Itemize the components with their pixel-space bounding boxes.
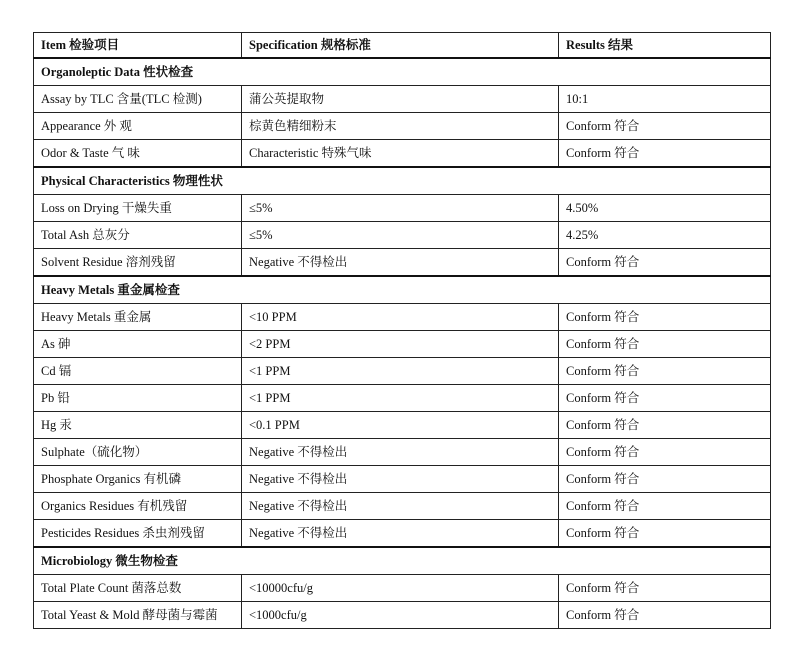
table-row <box>34 222 771 249</box>
item-cell: Hg 汞 <box>34 412 242 439</box>
section-row <box>34 276 771 304</box>
result-cell: Conform 符合 <box>559 304 771 331</box>
item-cell: Organics Residues 有机残留 <box>34 493 242 520</box>
item-cell: Heavy Metals 重金属 <box>34 304 242 331</box>
table-row <box>34 113 771 140</box>
spec-cell: Negative 不得检出 <box>242 249 559 277</box>
section-title: Microbiology 微生物检查 <box>34 547 771 575</box>
result-cell: Conform 符合 <box>559 412 771 439</box>
table-row <box>34 439 771 466</box>
spec-cell: Negative 不得检出 <box>242 439 559 466</box>
item-cell: Odor & Taste 气 味 <box>34 140 242 168</box>
result-cell: Conform 符合 <box>559 249 771 277</box>
header-item: Item 检验项目 <box>34 33 242 59</box>
spec-cell: Negative 不得检出 <box>242 520 559 548</box>
result-cell: Conform 符合 <box>559 575 771 602</box>
specification-table <box>33 32 771 629</box>
item-cell: Solvent Residue 溶剂残留 <box>34 249 242 277</box>
item-cell: Total Ash 总灰分 <box>34 222 242 249</box>
spec-cell: 蒲公英提取物 <box>242 86 559 113</box>
spec-cell: <1000cfu/g <box>242 602 559 629</box>
table-row <box>34 493 771 520</box>
spec-cell: <10 PPM <box>242 304 559 331</box>
result-cell: Conform 符合 <box>559 493 771 520</box>
section-title: Organoleptic Data 性状检查 <box>34 58 771 86</box>
table-row <box>34 249 771 277</box>
table-row <box>34 358 771 385</box>
section-title: Heavy Metals 重金属检查 <box>34 276 771 304</box>
result-cell: Conform 符合 <box>559 602 771 629</box>
table-row <box>34 412 771 439</box>
spec-cell: <10000cfu/g <box>242 575 559 602</box>
result-cell: Conform 符合 <box>559 466 771 493</box>
section-row <box>34 58 771 86</box>
result-cell: 10:1 <box>559 86 771 113</box>
item-cell: Assay by TLC 含量(TLC 检测) <box>34 86 242 113</box>
spec-cell: Negative 不得检出 <box>242 466 559 493</box>
result-cell: Conform 符合 <box>559 520 771 548</box>
item-cell: Sulphate（硫化物） <box>34 439 242 466</box>
table-row <box>34 140 771 168</box>
section-row <box>34 547 771 575</box>
table-row <box>34 331 771 358</box>
item-cell: Loss on Drying 干燥失重 <box>34 195 242 222</box>
section-row <box>34 167 771 195</box>
table-row <box>34 602 771 629</box>
table-header-row <box>34 33 771 59</box>
header-results: Results 结果 <box>559 33 771 59</box>
item-cell: Total Plate Count 菌落总数 <box>34 575 242 602</box>
result-cell: Conform 符合 <box>559 331 771 358</box>
item-cell: Pesticides Residues 杀虫剂残留 <box>34 520 242 548</box>
spec-cell: <2 PPM <box>242 331 559 358</box>
header-specification: Specification 规格标准 <box>242 33 559 59</box>
table-row <box>34 86 771 113</box>
result-cell: Conform 符合 <box>559 385 771 412</box>
item-cell: As 砷 <box>34 331 242 358</box>
table-row <box>34 304 771 331</box>
table-row <box>34 575 771 602</box>
result-cell: 4.25% <box>559 222 771 249</box>
table-row <box>34 195 771 222</box>
item-cell: Appearance 外 观 <box>34 113 242 140</box>
result-cell: Conform 符合 <box>559 113 771 140</box>
spec-cell: ≤5% <box>242 222 559 249</box>
result-cell: Conform 符合 <box>559 140 771 168</box>
section-title: Physical Characteristics 物理性状 <box>34 167 771 195</box>
item-cell: Pb 铅 <box>34 385 242 412</box>
spec-cell: <1 PPM <box>242 358 559 385</box>
result-cell: 4.50% <box>559 195 771 222</box>
spec-cell: <0.1 PPM <box>242 412 559 439</box>
result-cell: Conform 符合 <box>559 439 771 466</box>
spec-cell: 棕黄色精细粉末 <box>242 113 559 140</box>
item-cell: Total Yeast & Mold 酵母菌与霉菌 <box>34 602 242 629</box>
table-row <box>34 520 771 548</box>
table-row <box>34 385 771 412</box>
spec-cell: <1 PPM <box>242 385 559 412</box>
table-row <box>34 466 771 493</box>
spec-cell: Negative 不得检出 <box>242 493 559 520</box>
spec-cell: ≤5% <box>242 195 559 222</box>
result-cell: Conform 符合 <box>559 358 771 385</box>
item-cell: Phosphate Organics 有机磷 <box>34 466 242 493</box>
spec-cell: Characteristic 特殊气味 <box>242 140 559 168</box>
item-cell: Cd 镉 <box>34 358 242 385</box>
